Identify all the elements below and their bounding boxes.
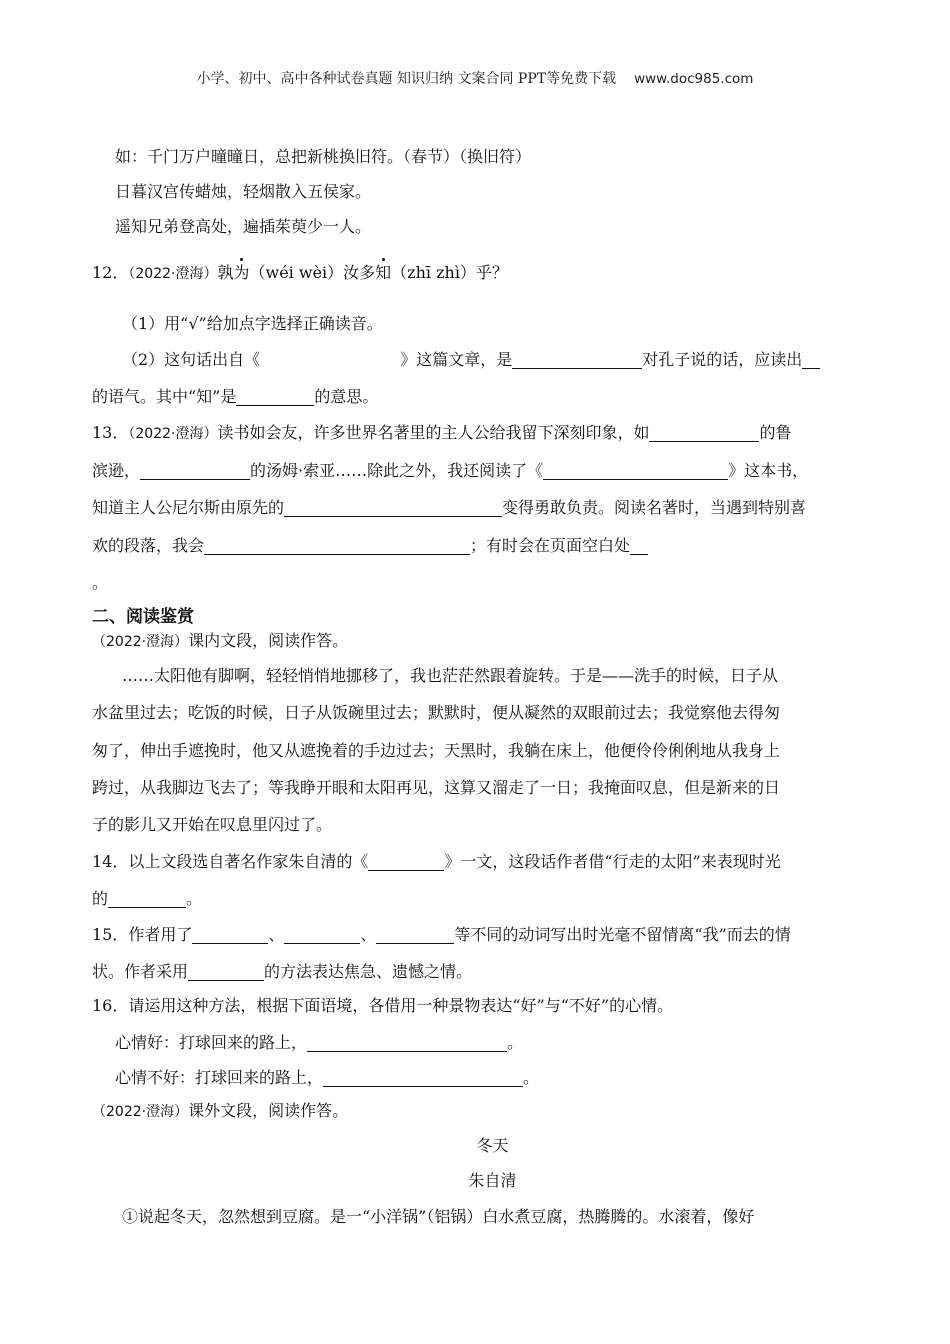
- q12-sub2-cont: 的语气。其中“知”是 的意思。: [92, 387, 379, 406]
- header-url[interactable]: www.doc985.com: [634, 71, 754, 87]
- passage-line: 匆了，伸出手遮挽时，他又从遮挽着的手边过去；天黑时，我躺在床上，他便伶伶俐俐地从我身上: [92, 741, 781, 760]
- passage1-intro: （2022·澄海）课内文段，阅读作答。: [92, 631, 349, 650]
- q13-end: 。: [92, 573, 109, 592]
- answer-blank[interactable]: [368, 852, 444, 871]
- poem-line: 遥知兄弟登高处，遍插茱萸少一人。: [115, 217, 372, 236]
- answer-blank[interactable]: [108, 889, 186, 908]
- passage2-intro: （2022·澄海）课外文段，阅读作答。: [92, 1101, 349, 1120]
- poem-line: 日暮汉宫传蜡烛，轻烟散入五侯家。: [115, 182, 372, 201]
- dotted-char: 知: [375, 263, 392, 282]
- q16-bad: 心情不好：打球回来的路上， 。: [115, 1068, 540, 1087]
- question-13: 13．（2022·澄海）读书如会友，许多世界名著里的主人公给我留下深刻印象，如 的鲁: [92, 423, 792, 442]
- passage-line: ……太阳他有脚啊，轻轻悄悄地挪移了，我也茫茫然跟着旋转。于是——洗手的时候，日子从: [122, 666, 779, 685]
- q13-line4: 欢的段落，我会 ；有时会在页面空白处: [92, 535, 648, 557]
- question-15: 15．作者用了 、 、 等不同的动词写出时光毫不留情离“我”而去的情: [92, 925, 791, 944]
- answer-blank[interactable]: [140, 461, 250, 480]
- poem-example: 如：千门万户曈曈日，总把新桃换旧符。（春节）（换旧符）: [115, 147, 532, 166]
- answer-blank[interactable]: [376, 925, 454, 944]
- section-heading: 二、阅读鉴赏: [92, 607, 194, 627]
- answer-blank[interactable]: [323, 1068, 523, 1087]
- page-header: [0, 68, 950, 88]
- q12-sub2: （2）这句话出自《 》这篇文章，是 对孔子说的话，应读出: [122, 349, 820, 371]
- answer-blank[interactable]: [236, 387, 314, 406]
- answer-blank[interactable]: [630, 536, 648, 555]
- header-text: 小学、初中、高中各种试卷真题 知识归纳 文案合同 PPT等免费下载: [196, 71, 617, 87]
- answer-blank[interactable]: [192, 925, 268, 944]
- question-16: 16．请运用这种方法，根据下面语境，各借用一种景物表达“好”与“不好”的心情。: [92, 996, 674, 1015]
- passage-author: 朱自清: [468, 1171, 517, 1190]
- answer-blank[interactable]: [284, 925, 360, 944]
- passage-line: 子的影儿又开始在叹息里闪过了。: [92, 815, 333, 834]
- answer-blank[interactable]: [543, 461, 728, 480]
- answer-blank[interactable]: [802, 350, 820, 369]
- dotted-char: 为: [233, 263, 250, 282]
- question-14: 14．以上文段选自著名作家朱自清的《 》一文，这段话作者借“行走的太阳”来表现时光: [92, 852, 781, 871]
- q14-cont: 的 。: [92, 889, 203, 908]
- q13-line3: 知道主人公尼尔斯由原先的 变得勇敢负责。阅读名著时，当遇到特别喜: [92, 498, 807, 517]
- answer-blank[interactable]: [649, 423, 759, 442]
- question-12: 12．（2022·澄海）孰为（wéi wèi）汝多知（zhī zhì）乎？: [92, 263, 508, 282]
- q13-line2: 滨逊， 的汤姆·索亚……除此之外，我还阅读了《 》这本书，: [92, 461, 809, 480]
- passage-line: 跨过，从我脚边飞去了；等我睁开眼和太阳再见，这算又溜走了一日；我掩面叹息，但是新来的日: [92, 778, 781, 797]
- q16-good: 心情好：打球回来的路上， 。: [115, 1033, 524, 1052]
- answer-blank[interactable]: [512, 350, 642, 369]
- answer-blank[interactable]: [188, 962, 264, 981]
- q12-sub1: （1）用“√”给加点字选择正确读音。: [122, 314, 383, 333]
- q15-cont: 状。作者采用 的方法表达焦急、遗憾之情。: [92, 962, 473, 981]
- passage-title: 冬天: [476, 1136, 509, 1155]
- passage-line: 水盆里过去；吃饭的时候，日子从饭碗里过去；默默时，便从凝然的双眼前过去；我觉察他去得匆: [92, 703, 781, 722]
- answer-blank[interactable]: [307, 1033, 507, 1052]
- answer-blank[interactable]: [284, 498, 502, 517]
- passage-line: ①说起冬天，忽然想到豆腐。是一“小洋锅”（铝锅）白水煮豆腐，热腾腾的。水滚着，像好: [122, 1207, 755, 1226]
- answer-blank[interactable]: [204, 536, 470, 555]
